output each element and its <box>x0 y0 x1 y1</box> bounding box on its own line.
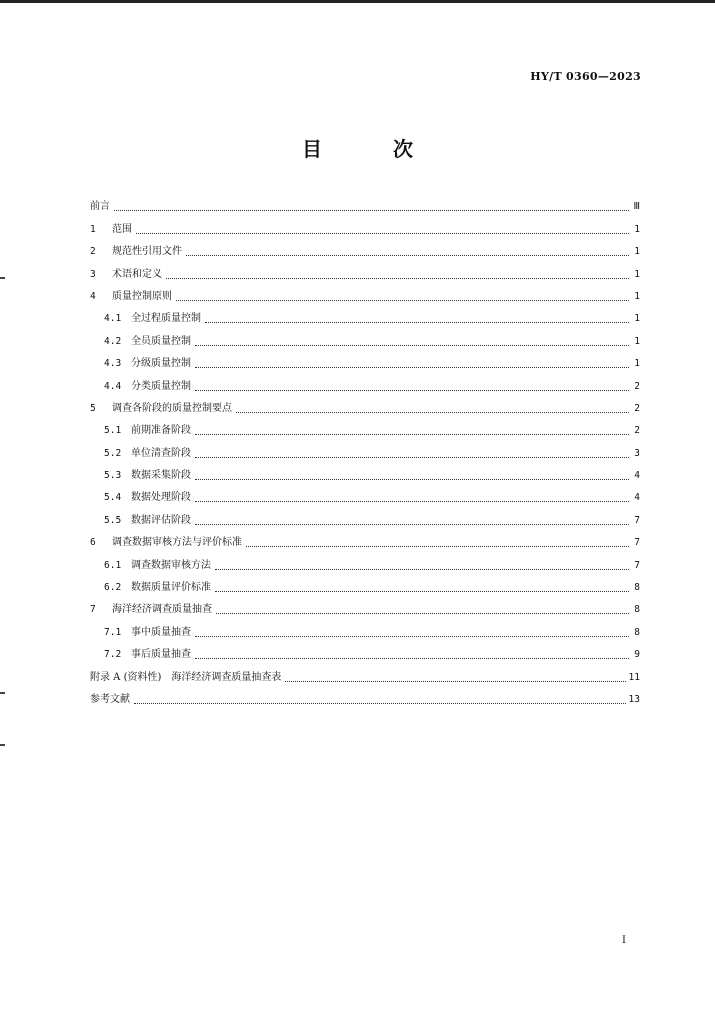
toc-entry[interactable] <box>90 393 640 415</box>
toc-entry[interactable] <box>90 661 640 683</box>
dot-leader <box>246 546 629 547</box>
toc-entry[interactable] <box>90 482 640 504</box>
toc-entry[interactable] <box>90 460 640 482</box>
toc-entry-page: 8 <box>634 626 640 638</box>
dot-leader <box>236 412 629 413</box>
toc-entry-number: 5.2 <box>104 447 122 459</box>
toc-entry-number: 2 <box>90 246 96 258</box>
toc-entry-page: 8 <box>634 604 640 616</box>
toc-entry-label: 前期准备阶段 <box>131 425 191 437</box>
dot-leader <box>215 569 629 570</box>
toc-entry-label: 海洋经济调查质量抽查 <box>112 604 212 616</box>
dot-leader <box>195 434 629 435</box>
top-border-rule <box>0 0 715 3</box>
toc-entry-page: 9 <box>634 649 640 661</box>
toc-entry-label: 数据处理阶段 <box>131 492 191 504</box>
toc-entry[interactable] <box>90 303 640 325</box>
dot-leader <box>195 501 629 502</box>
dot-leader <box>195 524 629 525</box>
dot-leader <box>205 322 629 323</box>
dot-leader <box>195 658 629 659</box>
toc-entry[interactable] <box>90 572 640 594</box>
toc-entry-number: 7 <box>90 604 96 616</box>
toc-entry-number: 5.1 <box>104 425 122 437</box>
toc-entry-label: 附录 A (资料性) 海洋经济调查质量抽查表 <box>90 671 282 683</box>
toc-entry-number: 7.2 <box>104 649 122 661</box>
toc-entry-number: 3 <box>90 268 96 280</box>
dot-leader <box>195 636 629 637</box>
toc-entry-label: 事后质量抽查 <box>131 649 191 661</box>
table-of-contents <box>90 191 640 706</box>
dot-leader <box>134 703 626 704</box>
toc-entry-page: 1 <box>634 335 640 347</box>
dot-leader <box>114 210 629 211</box>
toc-entry-page: 11 <box>628 671 640 683</box>
toc-entry-label: 术语和定义 <box>112 268 162 280</box>
dot-leader <box>166 278 629 279</box>
dot-leader <box>195 345 629 346</box>
toc-entry-page: 4 <box>634 470 640 482</box>
dot-leader <box>176 300 629 301</box>
toc-entry-page: 3 <box>634 447 640 459</box>
dot-leader <box>195 479 629 480</box>
toc-entry-number: 4 <box>90 290 96 302</box>
toc-entry-page: 13 <box>628 693 640 705</box>
toc-entry[interactable] <box>90 191 640 213</box>
toc-entry-label: 质量控制原则 <box>112 290 172 302</box>
toc-entry-label: 分级质量控制 <box>131 358 191 370</box>
toc-entry-label: 数据评估阶段 <box>131 514 191 526</box>
toc-entry-page: 1 <box>634 313 640 325</box>
toc-entry[interactable] <box>90 437 640 459</box>
toc-entry[interactable] <box>90 325 640 347</box>
toc-entry-number: 1 <box>90 223 96 235</box>
toc-entry-label: 全过程质量控制 <box>131 313 201 325</box>
toc-entry-label: 规范性引用文件 <box>112 246 182 258</box>
toc-entry[interactable] <box>90 639 640 661</box>
toc-entry[interactable] <box>90 616 640 638</box>
toc-entry-page: 2 <box>634 380 640 392</box>
toc-entry-label: 分类质量控制 <box>131 380 191 392</box>
toc-entry[interactable] <box>90 684 640 706</box>
toc-entry-number: 5.3 <box>104 470 122 482</box>
toc-entry[interactable] <box>90 258 640 280</box>
toc-entry-page: 1 <box>634 246 640 258</box>
toc-entry[interactable] <box>90 504 640 526</box>
dot-leader <box>216 613 629 614</box>
toc-entry-page: 2 <box>634 402 640 414</box>
toc-entry-label: 调查数据审核方法与评价标准 <box>112 537 242 549</box>
toc-entry-number: 5 <box>90 402 96 414</box>
toc-entry-page: 7 <box>634 559 640 571</box>
toc-entry-page: Ⅲ <box>633 201 640 213</box>
toc-entry-number: 7.1 <box>104 626 122 638</box>
toc-entry-page: 1 <box>634 268 640 280</box>
toc-entry-label: 事中质量抽查 <box>131 626 191 638</box>
margin-mark <box>0 692 5 694</box>
toc-entry-page: 1 <box>634 290 640 302</box>
toc-entry-number: 4.2 <box>104 335 122 347</box>
toc-entry[interactable] <box>90 236 640 258</box>
margin-mark <box>0 277 5 279</box>
toc-entry-label: 数据采集阶段 <box>131 470 191 482</box>
toc-entry-label: 全员质量控制 <box>131 335 191 347</box>
toc-entry-label: 调查数据审核方法 <box>131 559 211 571</box>
toc-entry-page: 1 <box>634 358 640 370</box>
toc-entry-number: 5.4 <box>104 492 122 504</box>
toc-entry-page: 1 <box>634 223 640 235</box>
dot-leader <box>215 591 629 592</box>
toc-entry-page: 7 <box>634 514 640 526</box>
toc-entry-page: 8 <box>634 582 640 594</box>
toc-entry-number: 6 <box>90 537 96 549</box>
toc-entry-label: 范围 <box>112 223 132 235</box>
toc-entry[interactable] <box>90 213 640 235</box>
toc-entry-label: 数据质量评价标准 <box>131 582 211 594</box>
toc-entry[interactable] <box>90 348 640 370</box>
dot-leader <box>195 390 629 391</box>
standard-code: HY/T 0360—2023 <box>530 70 641 83</box>
toc-entry[interactable] <box>90 594 640 616</box>
dot-leader <box>195 367 629 368</box>
page-number: I <box>622 935 626 946</box>
toc-entry-label: 单位清查阶段 <box>131 447 191 459</box>
toc-entry-number: 6.1 <box>104 559 122 571</box>
page-title: 目 次 <box>302 137 445 161</box>
toc-entry[interactable] <box>90 281 640 303</box>
toc-entry[interactable] <box>90 370 640 392</box>
toc-entry-label: 调查各阶段的质量控制要点 <box>112 402 232 414</box>
dot-leader <box>136 233 629 234</box>
toc-entry-label: 参考文献 <box>90 693 130 705</box>
toc-entry-page: 2 <box>634 425 640 437</box>
toc-entry[interactable] <box>90 415 640 437</box>
dot-leader <box>195 457 629 458</box>
toc-entry-number: 6.2 <box>104 582 122 594</box>
margin-mark <box>0 744 5 746</box>
toc-entry-number: 4.3 <box>104 358 122 370</box>
dot-leader <box>186 255 629 256</box>
toc-entry-number: 4.4 <box>104 380 122 392</box>
toc-entry[interactable] <box>90 527 640 549</box>
dot-leader <box>285 681 625 682</box>
toc-entry-page: 4 <box>634 492 640 504</box>
toc-entry-label: 前言 <box>90 201 110 213</box>
toc-entry-number: 4.1 <box>104 313 122 325</box>
toc-entry-number: 5.5 <box>104 514 122 526</box>
toc-entry-page: 7 <box>634 537 640 549</box>
toc-entry[interactable] <box>90 549 640 571</box>
